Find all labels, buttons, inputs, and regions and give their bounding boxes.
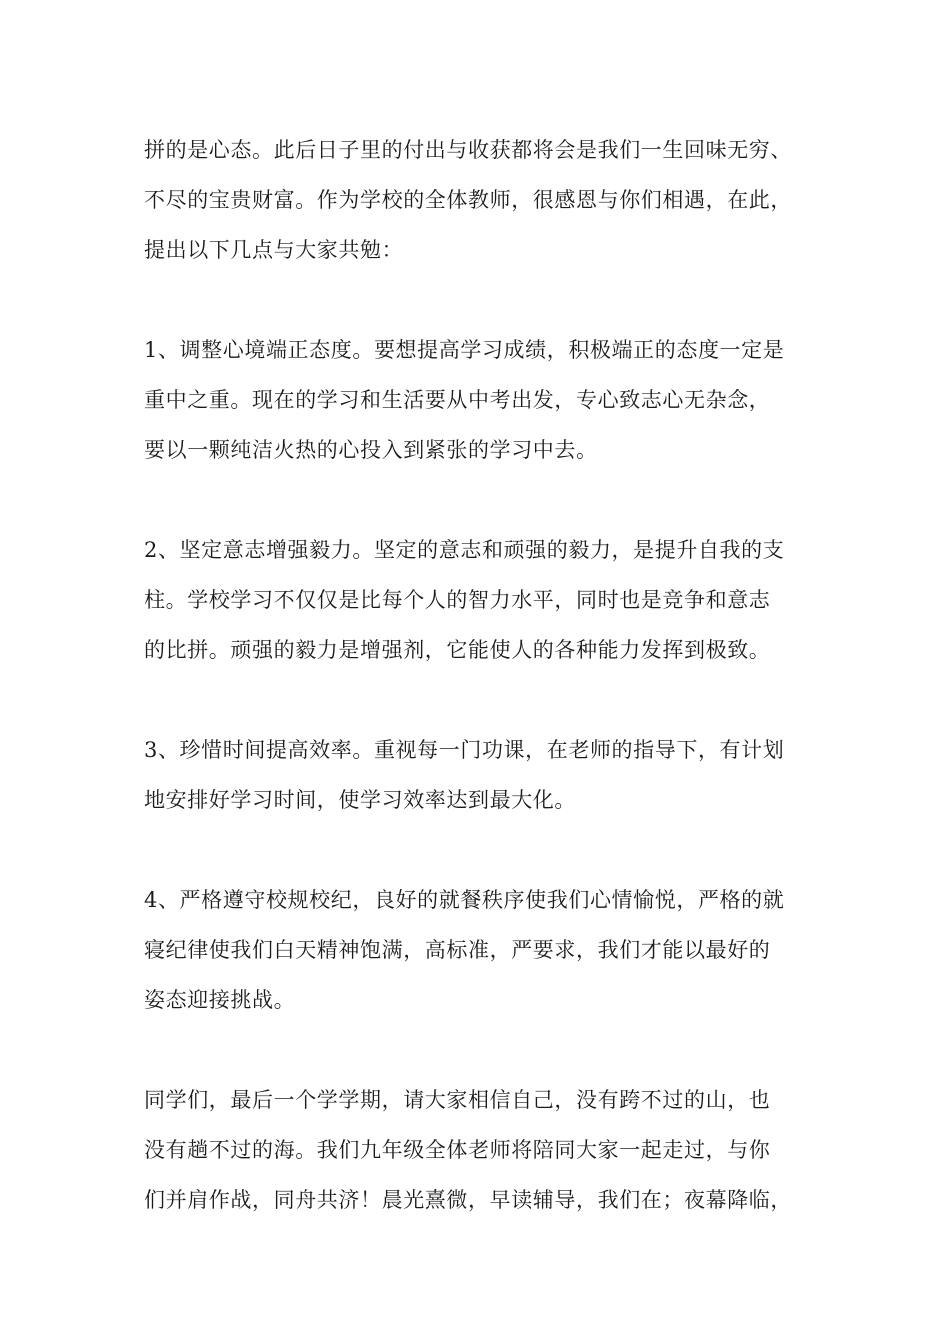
text-line: 没有趟不过的海。我们九年级全体老师将陪同大家一起走过，与你	[144, 1138, 771, 1162]
text-line: 4、严格遵守校规校纪，良好的就餐秩序使我们心情愉悦，严格的就	[144, 888, 785, 912]
paragraph-point-4	[144, 875, 824, 1025]
text-line: 1、调整心境端正态度。要想提高学习成绩，积极端正的态度一定是	[144, 338, 785, 362]
text-line: 不尽的宝贵财富。作为学校的全体教师，很感恩与你们相遇，在此，	[144, 188, 792, 212]
document-body	[144, 125, 824, 1275]
text-line: 地安排好学习时间，使学习效率达到最大化。	[144, 788, 576, 812]
text-line: 柱。学校学习不仅仅是比每个人的智力水平，同时也是竞争和意志	[144, 588, 771, 612]
paragraph-point-3	[144, 725, 824, 825]
text-line: 寝纪律使我们白天精神饱满，高标准，严要求，我们才能以最好的	[144, 938, 771, 962]
paragraph-point-2	[144, 525, 824, 675]
text-line: 姿态迎接挑战。	[144, 988, 296, 1012]
paragraph-intro	[144, 125, 824, 275]
paragraph-closing	[144, 1075, 824, 1225]
text-line: 拼的是心态。此后日子里的付出与收获都将会是我们一生回味无穷、	[144, 138, 792, 162]
text-line: 要以一颗纯洁火热的心投入到紧张的学习中去。	[144, 438, 598, 462]
text-line: 同学们，最后一个学学期，请大家相信自己，没有跨不过的山，也	[144, 1088, 771, 1112]
text-line: 的比拼。顽强的毅力是增强剂，它能使人的各种能力发挥到极致。	[144, 638, 771, 662]
text-line: 提出以下几点与大家共勉：	[144, 238, 404, 262]
text-line: 重中之重。现在的学习和生活要从中考出发，专心致志心无杂念，	[144, 388, 771, 412]
text-line: 2、坚定意志增强毅力。坚定的意志和顽强的毅力，是提升自我的支	[144, 538, 785, 562]
text-line: 们并肩作战，同舟共济！晨光熹微，早读辅导，我们在；夜幕降临，	[144, 1188, 792, 1212]
text-line: 3、珍惜时间提高效率。重视每一门功课，在老师的指导下，有计划	[144, 738, 785, 762]
paragraph-point-1	[144, 325, 824, 475]
